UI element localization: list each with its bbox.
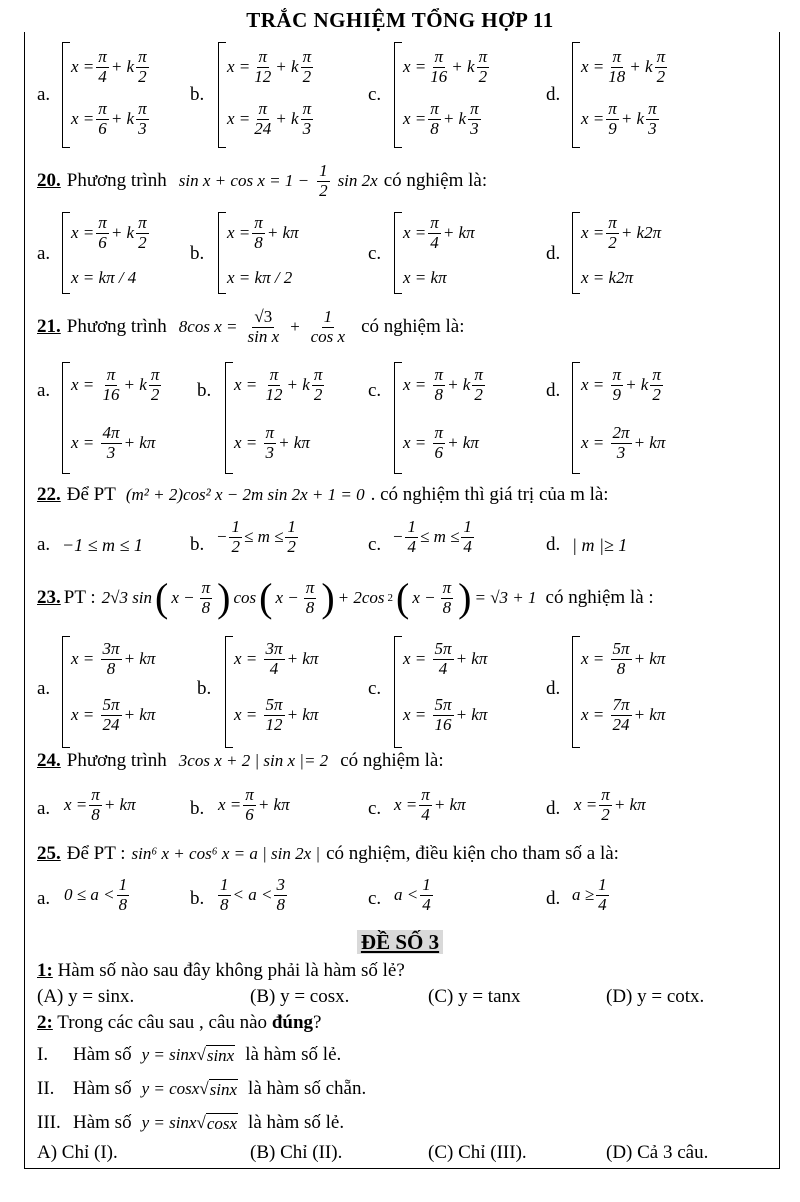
system-row: x = $\frac{\pi}{6}$ + k π 3 [71, 99, 147, 138]
q23-label-b: b. [197, 678, 212, 699]
q19-system-c [394, 42, 488, 148]
q21-system-c: x = π 8 + k π 2 x = π 6 + kπ [394, 362, 395, 474]
q23-system-c: x = 5π 4 + kπ x = 5π 16 + kπ [394, 636, 395, 748]
system-row: x = $\frac{\pi}{4}$ + k π 2 [71, 47, 147, 86]
de3-statement-1: I. Hàm số y = sinx √ sinx là hàm số lẻ. [37, 1044, 342, 1065]
system-row: x = $\frac{\pi}{12}$ + k π 2 [227, 47, 312, 86]
q21-label-a: a. [37, 380, 51, 401]
q19-system-d [572, 42, 666, 148]
q21-stem: 21. Phương trình 8cos x = $\frac{√3}{\text{sin x}}$ + $\frac{1}{\text{cos x}}$ có nghiệm là: [37, 307, 465, 346]
q23-system-d: x = 5π 8 + kπ x = 7π 24 + kπ [572, 636, 573, 748]
q23-stem: 23. PT : 2√3 sin ( x − $\frac{\pi}{8}$ ) cos ( x − $\frac{\pi}{8}$ ) + 2cos 2 ( x − $\frac{\pi}{8}$ ) = √3 + 1 có nghiệm là : [37, 575, 654, 620]
q22-stem: 22. Để PT (m² + 2)cos² x − 2m sin 2x + 1 = 0 . có nghiệm thì giá trị của m là: [37, 484, 609, 505]
q21-system-d: x = π 9 + k π 2 x = 2π 3 + kπ [572, 362, 573, 474]
q23-label-d: d. [546, 678, 561, 699]
q24-stem: 24. Phương trình 3cos x + 2 | sin x |= 2 có nghiệm là: [37, 750, 444, 771]
q20-label-a: a. [37, 243, 51, 264]
q20-label-c: c. [368, 243, 382, 264]
system-row: x = $\frac{\pi}{18}$ + k π 2 [581, 47, 666, 86]
system-row: x = $\frac{\pi}{24}$ + k π 3 [227, 99, 312, 138]
q21-label-d: d. [546, 380, 561, 401]
q20-system-d: x = $\frac{\pi}{2}$ + k2π x = k2π [572, 212, 573, 294]
q23-label-a: a. [37, 678, 51, 699]
q25-stem: 25. Để PT : sin⁶ x + cos⁶ x = a | sin 2x | có nghiệm, điều kiện cho tham số a là: [37, 843, 619, 864]
q19-label-b: b. [190, 84, 205, 105]
q23-system-b: x = 3π 4 + kπ x = 5π 12 + kπ [225, 636, 226, 748]
q21-system-b: x = π 12 + k π 2 x = π 3 + kπ [225, 362, 226, 474]
de3-q1-stem: 1: Hàm số nào sau đây không phải là hàm số lẻ? [37, 960, 405, 981]
q20-system-c: x = $\frac{\pi}{4}$ + kπ x = kπ [394, 212, 395, 294]
q19-system-b [218, 42, 312, 148]
q19-system-a [62, 42, 147, 148]
de3-statement-2: II. Hàm số y = cosx √ sinx là hàm số chẵn. [37, 1078, 367, 1099]
q21-label-c: c. [368, 380, 382, 401]
q20-label-b: b. [190, 243, 205, 264]
system-row: x = $\frac{\pi}{16}$ + k π 2 [403, 47, 488, 86]
q21-system-a: x = π 16 + k π 2 x = 4π 3 + kπ [62, 362, 63, 474]
q20-label-d: d. [546, 243, 561, 264]
de3-statement-3: III. Hàm số y = sinx √ cosx là hàm số lẻ. [37, 1112, 345, 1133]
section-heading-de-3: ĐỀ SỐ 3 [0, 930, 800, 955]
q19-label-d: d. [546, 84, 561, 105]
q23-label-c: c. [368, 678, 382, 699]
q20-system-b: x = $\frac{\pi}{8}$ + kπ x = kπ / 2 [218, 212, 219, 294]
q20-stem: 20. Phương trình sin x + cos x = 1 − $\frac{1}{2}$ sin 2x có nghiệm là: [37, 161, 488, 200]
page-title: TRẮC NGHIỆM TỔNG HỢP 11 [246, 8, 554, 32]
system-row: x = $\frac{\pi}{8}$ + k π 3 [403, 99, 479, 138]
q21-label-b: b. [197, 380, 212, 401]
de3-q2-stem: 2: Trong các câu sau , câu nào đúng? [37, 1012, 322, 1033]
system-row: x = $\frac{\pi}{9}$ + k π 3 [581, 99, 657, 138]
q20-system-a: x = $\frac{\pi}{6}$ + k π 2 x = kπ / 4 [62, 212, 63, 294]
q19-label-a: a. [37, 84, 51, 105]
q23-system-a: x = 3π 8 + kπ x = 5π 24 + kπ [62, 636, 63, 748]
q19-label-c: c. [368, 84, 382, 105]
